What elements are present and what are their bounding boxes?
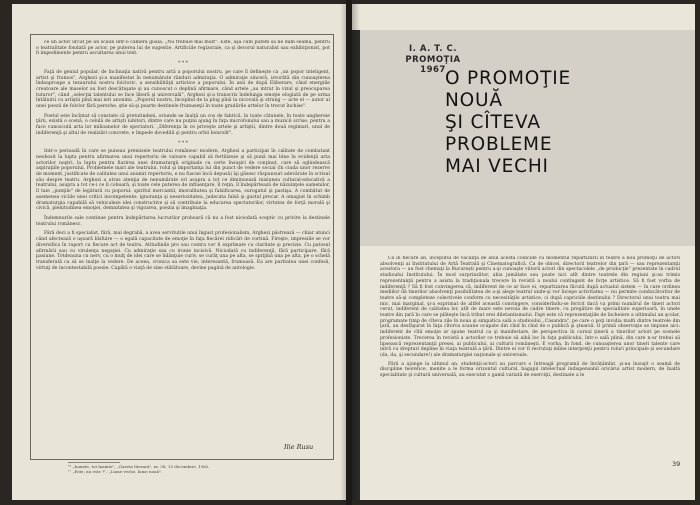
- left-paragraph: Faţă de geniul popular, de înclinaţia nativă pentru artă a poporului nostru, pe care îl defineşte ca „un popor inteligent, artist şi frumos", Arghezi şi-a manifestat în nenumărate rânduri admiraţia. O admiraţie sinceră, izvorâtă din cunoaşterea îndeaproape a tezaurului nostru folcloric, a sensibilităţii artistice a poporului. În anii de după Eliberare, când energiile creatoare ale maselor au fost descătuşate şi au cunoscut o deplină afirmare, când artele „au intrat în vizul şi preocuparea tuturor", când „selecţia talentului se face liberă şi universală", Arghezi şi-a transcris îndelunga emoţie elogiată de pe urma întâlnirii cu artiştii pînă mai ieri anonimi. „Poporul nostru, începînd de la plug pînă la nicovală şi strung — acte el — autor al unei poezii de folclor fără pereche, ştie să-şi poarte destinele frumuseţii în toate gradările artelor în trecut închise".: [36, 69, 330, 110]
- footnote: ¹⁷ „Este, nu este ?", „Lume veche, lume nouă".: [68, 469, 163, 474]
- title-line: MAI VECHI: [445, 156, 549, 177]
- left-paragraph: ce un actor urcat pe un scaun într-o cameră goală. „Nu trebuie mai mult". Este, aşa cum putem să ne dăm seama, pentru o teatralitate fondată pe actor, pe puterea lui de sugestie. Artificiile regizorale, ca şi decorul naturalist sau exhibiţionist, pot fi impedimente pentru ascultarea unui text.: [36, 40, 330, 57]
- footnotes: [68, 464, 318, 474]
- article-title: [445, 68, 685, 178]
- title-line: ŞI CÎTEVA: [445, 112, 541, 133]
- left-paragraph: Fără deci a fi specialist, fără, mai degrabă, a avea servitutile unui îngust profesionalism, Arghezi păstrează — chiar atunci când afectează o uşoară bîsfuire — o egală capacitate de emoţie în faţa fiecărei ridicări de cortină. Fireşte, impresiile se vor diversifica în raport cu fiecare act de teatru. Atitudinile pro sau contra vor fi exprimate cu claritate şi precizie. Cu patosul afirmării sau cu virulenţa negaţiei. Cu admiraţie sau cu ironie incisivă. Niciodată cu indiferenţă, fără participare, fără pasiune. Totdeauna cu nerv, cu o mulţ de idei care se înlănţuie curiv, se curăţ una pe alta, se sprijină una pe alta, pe o schelă transferată ca să se inalţe la vedere. De aceea, cronica sa este vie, interesantă, frumoasă. Ea are puritatea unei confesii, virtuţi de incontestabilă poezie. Capătă o viaţă de sine stătătoare, devine pagină de antologie.: [36, 231, 330, 271]
- kicker-line: 1967: [420, 65, 446, 75]
- left-page: [12, 4, 350, 500]
- title-line: O PROMOŢIE: [445, 68, 571, 89]
- left-paragraph: Poetul este încîntat să constate că pretutindeni, oriunde se înalţă un cos de fabrică, în toate cătunele, în toate unghereie ţării, există o scenă, o celulă de artişti iubitori, dintre care nu puţini ajung în faţa microfonului sau a muzicii scrise, pentru a face cunoscută arta lor milioanelor de spectatori. „Diferenţa în ce priveşte artele şi artiştii, dintre două regimuri, unul de indiferenţă şi altul de realizări concrete, e împede dovedită şi pentru orbii bonroilt".: [36, 113, 330, 136]
- article-paragraph: Fără a ajunge la ultimul an, studenţii-actori au parcurs o întreagă programă de învăţămînt, şi-au însuşit o seamă de discipline teoretice, menite a le forma orizontul cultural, bagajul intelectual indispensabil oricărui artist modern, de înaltă specialitate şi cultură universală, au executat o gamă variată de exerciţii, destinate a le: [380, 361, 680, 379]
- left-body-text: [36, 40, 330, 452]
- headline-box: [360, 30, 695, 246]
- right-page: [350, 4, 695, 500]
- left-paragraph: Intr-o perioadă în care se puneau premisele teatrului românesc modern, Arghezi a participat în calitate de combatant neobosit la lupta pentru afirmarea unui repertoriu de valoare capabil să fertilizeze şi să pună mai bine în evidenţă arta actorilor noştri, la lupta pentru fiarirea unei dramaturgii originale cu certe însuşiri de conţinut, care să oglindească aspiraţiile poporului. Problemele mari ale teatrului, rolul şi importanţa lui din punct de vedere social (în ciuda unor rezerve de moment, justificate de calitatea unui anumit repertoriu, e nu fuscse încă depusă) îşi găsesc răspunsuri adevărate în scrisul său despre teatru. Arghezi a atras atenţia de nenumărate ori asupra a tot ce diminuează misiunea cultural-educativă a teatrului, asupra a tot ce-i ce îl coboară, şi toate cele puterea de influenţare, îl reţin, îl îndepărtează de năzuinţele oamenilor, îl taie „punţile" de legătură cu poporul: spiritul mercantil, imoralitatea şi falsificarea, surogatul şi pastişa. A combătut de asemenea viciile unei critici incompetente: ignoranţa şi neseriozitatea, judecata falsă şi gustul precar. A omagiat în schimb dramaturgia capabilă să vehiculeze idei constructive şi să contribuie la educarea spectatorilor, virtutea de forţă morală şi civică, plenitudinea emoţiei, demnitatea şi vigoarea, poezia şi imaginaţia.: [36, 149, 330, 212]
- article-paragraph: Ca în fiecare an, începutul de vacanţă de anul acesta coincide cu momentul repartizării în teatre a noii promoţii de actori absolvenţi ai Institutului de Artă Teatrală şi Cinematografică. Ca de obicei, directorii teatrelor din ţară — sau reprezentanţii acestora — au fost chemaţi la Bucureşti pentru a-şi cunoaşte viitorii actori din spectacolele „de producţie" prezentate în cadrul studioului Institutului. În mod surprinzător, abia jumătate sau poate nici atît dintre teatrele din regiuni şi-au trimis reprezentanţii pentru a asista la tradiţionala trecere în revistă a noului contingent de forţe artistice. Să fi fost vorba de indiferenţă ? Să fi fost convingerea că, indiferent de ce ar face ei, repartizarea făcută după actualul sistem — în care ordinea mediilor dă tinerilor absolvenţi posibilitatea de a-şi alege teatrul unde-şi vor începe activitatea — nu permite conducătorilor de teatre să-şi completeze colectivele conform cu necesităţile artistice, ci după capriciile destinului ? Directorul unui teatru mai mic, mai marginal, şi-a exprimat de altfel această convingere, considerîndu-se fericit dacă va primi numărul de tineri actori cerut, indiferent de calitatea lor, atît de mare este nevoia de cadre tinere, cu pregătire de specialitate superioară, în unele teatre din ţară în care se plăteşte încă tribut erei diletantismului. Fapt este că reprezentaţiile de încheiere a ultimului an şcolar, programate timp de cîteva zile în noua şi simpatica sală a studioului „Casandra", pe care o poţi invidia multi dintre teatrele din ţară, au desfăşurat în faţa cîtorva scaune ocupate din cînd în cînd de o publică şi ştearsă. O primă observaţie se impune aici: indiferent de cîtă emoţie ar spune teatrul ca şi manifestare, de perspectiva în cursul ţinerii a tinerilor actori pe scenele profesioniste. Trecerea în revistă a actorilor ce trebuie să aibă loc în faţa publicului, într-o sală plină, din care n-ar trebui să lipsească reprezentanţii presei, ai publicului, ai culturii româneşti. E vorba, în fond, de cunoaşterea unor tineri talente care intră cu drepturi depline în viaţa teatrală a ţării. Dintre ei vor fi recrutaţi mîine interpreţii pentru roluri principale şi secundare (da, da, şi secundare!) ale dramaturgiei naţionale şi universale.: [380, 256, 680, 358]
- section-separator: * * *: [178, 140, 188, 146]
- article-body: [380, 256, 680, 478]
- footnote-rule: [68, 462, 120, 463]
- title-line: NOUĂ: [445, 90, 503, 111]
- author-signature: Ilie Rusu: [284, 443, 314, 451]
- title-line: PROBLEME: [445, 134, 553, 155]
- page-number: 39: [672, 460, 681, 468]
- footnote: ¹⁶ „Inainte, tot înainte", „Gazeta literară", nr. 38, 13 decembrie, 1962.: [68, 464, 210, 469]
- kicker-line: PROMOŢIA: [405, 54, 461, 65]
- book-spine: [346, 0, 352, 505]
- section-separator: * * *: [178, 61, 188, 67]
- left-paragraph: Îndemnurile sale continue pentru îndepărtarea lucrurilor proboară că nu a fost niciodată sceptic cu privire la destinele teatrului românesc.: [36, 215, 330, 227]
- kicker-line: I. A. T. C.: [409, 44, 457, 54]
